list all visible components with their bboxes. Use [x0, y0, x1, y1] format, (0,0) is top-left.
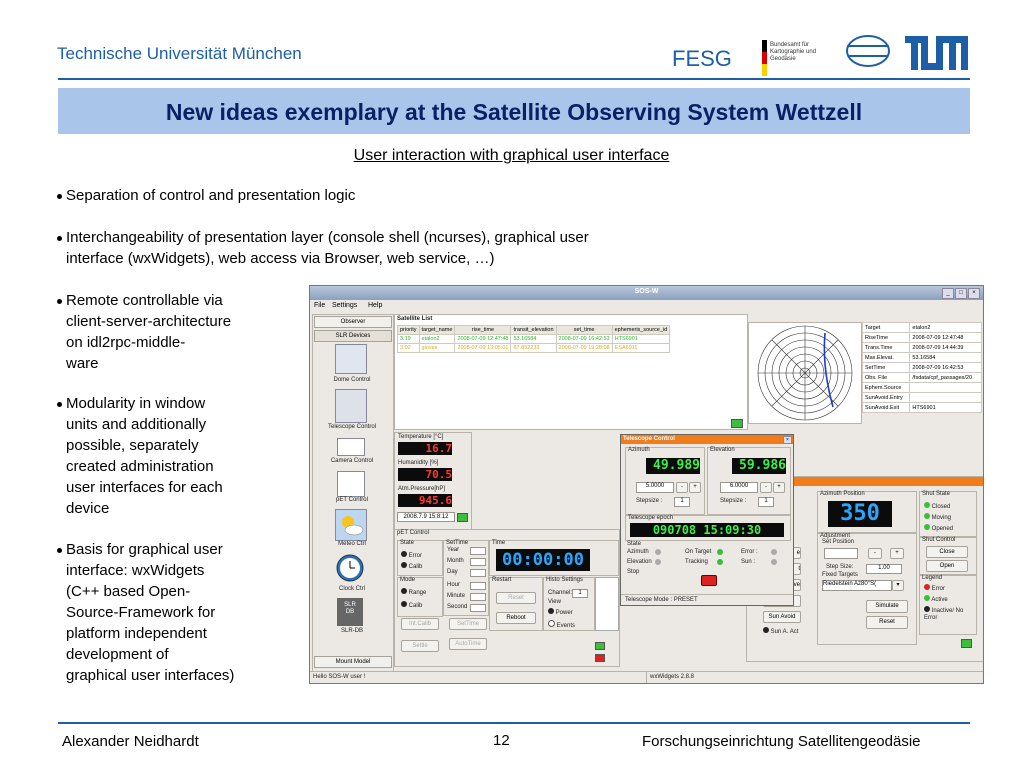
menu-help[interactable]: Help [368, 302, 383, 309]
cell: etalon2 [419, 335, 455, 344]
view-power[interactable] [548, 608, 573, 616]
table-row[interactable] [398, 344, 670, 353]
col-transit-elevation[interactable]: transit_elevation [511, 326, 556, 335]
bullet-1-line-1: Separation of control and presentation logic [66, 187, 356, 204]
legend-active [924, 595, 948, 603]
menubar [310, 300, 983, 312]
settime-label: SetTime [446, 540, 469, 546]
pet-mode-label: Mode [400, 577, 416, 583]
bullet-2 [66, 227, 589, 269]
state-error: Error : [741, 549, 758, 555]
shut-opened-text: Opened [931, 526, 954, 532]
table-header-row [398, 326, 670, 335]
azimuth-position-label: Azimuth Position [820, 491, 865, 497]
bullet-4-line-4: created administration [66, 458, 214, 475]
bullet-5-line-1: Basis for graphical user [66, 541, 223, 558]
histo-settings-label: Histo Settings [546, 577, 584, 583]
led-icon [924, 606, 930, 612]
year-field[interactable] [470, 547, 486, 555]
pet-mode-calib-text: Calib [408, 603, 423, 609]
footer-institution: Forschungseinrichtung Satellitengeodäsie [642, 733, 921, 750]
pet-icon[interactable] [337, 471, 365, 497]
stop-button[interactable] [701, 575, 717, 586]
view-events[interactable] [548, 620, 575, 629]
meteo-time-field: 2008.7.9 15:8:12 [397, 512, 455, 522]
error-led-icon [595, 654, 605, 662]
state-on-target: On Target [685, 549, 712, 555]
elevation-minus-button[interactable]: - [760, 482, 772, 493]
col-target-name[interactable]: target_name [419, 326, 455, 335]
page-number: 12 [493, 732, 510, 749]
col-priority[interactable]: priority [398, 326, 420, 335]
settle-button[interactable]: Settle [401, 640, 439, 652]
globe-logo-icon [845, 34, 891, 68]
settime-minute: Minute [447, 593, 466, 599]
bullet-5 [66, 539, 234, 686]
shut-closed-text: Closed [931, 504, 951, 510]
bullet-2-line-1: Interchangeability of presentation layer (console shell (ncurses), graphical user [66, 229, 589, 246]
radio-icon [401, 588, 407, 594]
bullet-5-line-5: platform independent [66, 625, 207, 642]
telescope-control-label[interactable]: Telescope Control [327, 424, 377, 430]
channel-label: Channel: [548, 590, 573, 596]
bullet-4-line-6: device [66, 500, 110, 517]
info-value: etalon2 [910, 323, 982, 333]
info-value [910, 383, 982, 393]
info-key: Target [863, 323, 910, 333]
shut-state-moving [924, 513, 951, 521]
bullet-5-line-3: (C++ based Open- [66, 583, 191, 600]
restart-label: Restart [492, 577, 512, 583]
info-key: SetTime [863, 363, 910, 373]
bullet-3 [66, 290, 231, 374]
time-group [489, 540, 619, 576]
adjustment-group [817, 533, 917, 645]
slr-db-label[interactable]: SLR-DB [340, 628, 363, 634]
led-icon [924, 595, 930, 601]
info-value: /fsdata/cpf_passages/20 [910, 373, 982, 383]
dialog-close-icon[interactable]: × [783, 436, 792, 444]
cell: 2008-07-09 12:47:48 [455, 335, 511, 344]
state-sun: Sun : [741, 559, 756, 565]
tum-logo-icon [905, 36, 969, 70]
pet-state-calib-text: Calib [408, 564, 423, 570]
cell: 53.16584 [511, 335, 556, 344]
sun-avoid-active [763, 627, 798, 635]
led-icon [717, 549, 723, 555]
status-led-icon [595, 642, 605, 650]
info-row [863, 373, 982, 383]
satellite-list-title: Satellite List [397, 316, 433, 322]
chevron-down-icon[interactable]: ▾ [892, 580, 904, 591]
bullet-4 [66, 393, 223, 519]
view-events-text: Events [556, 623, 576, 629]
bullet-5-line-4: Source-Framework for [66, 604, 216, 621]
stop-label: Stop [627, 569, 640, 575]
info-row [863, 403, 982, 413]
view-power-text: Power [555, 610, 573, 616]
led-icon [771, 549, 777, 555]
az-stepsize-spinner[interactable]: 1 [674, 497, 690, 507]
radio-icon [401, 551, 407, 557]
azimuth-position-group [817, 491, 917, 533]
cell: ESA6911 [612, 344, 670, 353]
telescope-icon[interactable] [335, 389, 367, 423]
shut-control-group [919, 537, 977, 575]
led-icon [924, 524, 930, 530]
statusbar-left: Hello SOS-W user ! [313, 674, 366, 680]
meteo-ctrl-label[interactable]: Meteo Ctrl [338, 541, 366, 547]
set-position-field[interactable] [824, 548, 858, 559]
reset-button[interactable]: Reset [496, 592, 536, 604]
clock-ctrl-label[interactable]: Clock Ctrl [338, 586, 365, 592]
pet-mode-range-text: Range [408, 590, 427, 596]
window-titlebar[interactable] [310, 286, 983, 300]
restart-group [489, 577, 543, 631]
shut-control-label: Shut Control [922, 537, 956, 543]
bullet-5-line-2: interface: wxWidgets [66, 562, 205, 579]
bullet-2-line-2: interface (wxWidgets), web access via Browser, web service, …) [66, 250, 495, 267]
simulate-button[interactable]: Simulate [866, 600, 908, 613]
elevation-plus-button[interactable]: + [773, 482, 785, 493]
target-info-table [862, 322, 982, 413]
status-led-icon [731, 419, 743, 428]
state-azimuth: Azimuth [627, 549, 649, 555]
cell: 3.19 [398, 335, 420, 344]
info-key: Max.Elevat. [863, 353, 910, 363]
info-row [863, 383, 982, 393]
sun-avoid-active-text: Sun A. Act [770, 629, 799, 635]
legend-error [924, 584, 945, 592]
bkg-logo-text [770, 42, 842, 63]
bullet-4-line-2: units and additionally [66, 416, 207, 433]
settime-group [443, 540, 489, 616]
bkg-line2: Kartographie und Geodäsie [770, 49, 817, 62]
led-icon [717, 559, 723, 565]
cell: 3.02 [398, 344, 420, 353]
col-ephemeris-source[interactable]: ephemeris_source_id [612, 326, 670, 335]
temperature-label: Temperature [°C] [398, 434, 444, 440]
telescope-dialog-titlebar[interactable] [621, 435, 793, 444]
camera-icon[interactable] [337, 438, 365, 456]
info-key: SunAvoid.Exit [863, 403, 910, 413]
minimize-icon[interactable]: _ [942, 288, 954, 299]
led-icon [924, 584, 930, 590]
bullet-4-line-1: Modularity in window [66, 395, 206, 412]
azimuth-minus-button[interactable]: - [676, 482, 688, 493]
pet-mode-range[interactable] [401, 588, 426, 596]
subtitle-text: User interaction with graphical user interface [353, 147, 670, 164]
bullet-dot [57, 299, 62, 304]
pet-state-group [397, 540, 443, 576]
info-value: 53.16584 [910, 353, 982, 363]
bullet-4-line-5: user interfaces for each [66, 479, 223, 496]
humidity-display: 70.5 [398, 468, 452, 481]
adjustment-label: Adjustment [820, 533, 851, 539]
day-field[interactable] [470, 569, 486, 577]
camera-control-label[interactable]: Camera Control [330, 458, 374, 464]
slide-title: New ideas exemplary at the Satellite Observing System Wettzell [165, 99, 863, 125]
window-title: SOS-W [634, 288, 659, 295]
bullet-dot [57, 548, 62, 553]
settime-button[interactable]: SetTime [449, 618, 487, 630]
menu-settings[interactable]: Settings [332, 302, 358, 309]
cell: gioves [419, 344, 455, 353]
statusbar [310, 671, 983, 683]
slide-subtitle [0, 147, 1023, 165]
close-button[interactable]: Close [926, 546, 968, 558]
close-icon[interactable]: × [968, 288, 980, 299]
legend-inactive-text: Inactive/ No Error [924, 608, 964, 621]
info-row [863, 393, 982, 403]
elevation-label: Elevation [710, 447, 735, 453]
mount-reset-button[interactable]: Reset [866, 616, 908, 629]
set-position-label: Set Position [822, 539, 855, 545]
settime-second: Second [447, 604, 468, 610]
device-sidebar [312, 314, 394, 672]
telescope-control-dialog [620, 434, 794, 606]
german-flag-icon [762, 40, 767, 76]
target-info-panel [862, 322, 982, 422]
col-rise-time[interactable]: rise_time [455, 326, 511, 335]
elevation-display: 59.986 [732, 458, 786, 474]
el-stepsize-spinner[interactable]: 1 [758, 497, 774, 507]
cell: 2008-07-09 13:05:01 [455, 344, 511, 353]
bullet-dot [57, 402, 62, 407]
pet-state-error [401, 551, 422, 559]
pet-control-panel [394, 529, 620, 667]
azimuth-plus-button[interactable]: + [689, 482, 701, 493]
info-key: Obs. File [863, 373, 910, 383]
led-icon [924, 513, 930, 519]
azimuth-group [625, 447, 705, 515]
telescope-epoch-label: Telescope epoch [628, 515, 674, 521]
header-divider [58, 78, 970, 80]
telescope-state-label: State [627, 541, 642, 547]
az-stepsize-label: Stepsize : [636, 498, 663, 504]
time-label: Time [492, 540, 506, 546]
legend-inactive [924, 606, 974, 622]
bullet-3-line-2: client-server-architecture [66, 313, 232, 330]
step-size-label: Step Size: [826, 564, 854, 570]
slr-db-icon[interactable]: SLR DB [337, 598, 363, 626]
elevation-group [707, 447, 791, 515]
legend-error-text: Error [931, 586, 946, 592]
clock-icon[interactable] [335, 553, 365, 583]
meteo-panel [394, 432, 472, 530]
pet-state-calib [401, 562, 422, 570]
col-set-time[interactable]: set_time [556, 326, 612, 335]
int-calib-button[interactable]: Int.Calib [401, 618, 439, 630]
pet-time-display: 00:00:00 [496, 549, 590, 571]
bullet-4-line-3: possible, separately [66, 437, 199, 454]
azimuth-display: 49.989 [646, 458, 700, 474]
statusbar-right: wxWidgets 2.8.8 [650, 674, 695, 680]
dome-btn-t[interactable]: t [763, 563, 801, 575]
info-row [863, 323, 982, 333]
azimuth-label: Azimuth [628, 447, 650, 453]
fesg-logo: FESG [672, 46, 732, 71]
info-row [863, 333, 982, 343]
humidity-label: Humanidity [%] [398, 460, 439, 466]
pet-mode-calib[interactable] [401, 601, 422, 609]
observer-button[interactable]: Observer [314, 316, 392, 328]
legend-active-text: Active [931, 597, 948, 603]
view-label: View [548, 599, 561, 605]
status-led-icon [961, 639, 972, 648]
settime-hour: Hour [447, 582, 461, 588]
bullet-1 [66, 185, 355, 206]
satellite-list-panel [394, 314, 748, 430]
pet-state-error-text: Error [408, 553, 423, 559]
pet-state-label: State [400, 540, 415, 546]
menu-file[interactable]: File [314, 302, 326, 309]
open-button[interactable]: Open [926, 560, 968, 572]
legend-label: Legend [922, 575, 943, 581]
hour-field[interactable] [470, 582, 486, 590]
second-field[interactable] [470, 604, 486, 612]
fixed-targets-label: Fixed Targets [822, 572, 858, 578]
settime-year: Year [447, 547, 460, 553]
cell: 2008-07-09 16:42:53 [556, 335, 612, 344]
shut-state-opened [924, 524, 953, 532]
info-row [863, 343, 982, 353]
bullet-dot [57, 194, 62, 199]
info-key: RiseTime [863, 333, 910, 343]
sos-w-window [309, 285, 984, 684]
status-led-icon [457, 513, 468, 522]
meteo-icon[interactable] [335, 509, 367, 541]
increment-button[interactable]: + [890, 548, 904, 559]
led-icon [924, 502, 930, 508]
dome-icon[interactable] [335, 344, 367, 374]
satellite-table [397, 325, 670, 353]
led-icon [655, 549, 661, 555]
channel-spinner[interactable]: 1 [572, 589, 588, 598]
autotime-button[interactable]: AutoTime [449, 638, 487, 650]
step-size-field[interactable]: 1.00 [866, 564, 902, 574]
telescope-status-bar: Telescope Mode : PRESET [621, 594, 793, 604]
bullet-5-line-7: graphical user interfaces) [66, 667, 235, 684]
info-value: 2008-07-09 12:47:48 [910, 333, 982, 343]
telescope-epoch-group [625, 515, 791, 541]
info-value [910, 393, 982, 403]
bullet-5-line-6: development of [66, 646, 169, 663]
cell: HTS6901 [612, 335, 670, 344]
dome-control-label[interactable]: Dome Control [333, 377, 371, 383]
radio-icon [763, 627, 769, 633]
info-value: 2008-07-09 14:44:39 [910, 343, 982, 353]
skyplot-icon [749, 323, 861, 423]
telescope-epoch-display: 090708 15:09:30 [630, 523, 784, 537]
info-key: SunAvoid.Entry [863, 393, 910, 403]
radio-icon [401, 562, 407, 568]
bullet-dot [57, 236, 62, 241]
skyplot-panel [748, 322, 862, 424]
bkg-line1: Bundesamt für [770, 42, 810, 48]
pet-mode-group [397, 577, 443, 617]
info-row [863, 363, 982, 373]
bullet-3-line-1: Remote controllable via [66, 292, 223, 309]
cell: 67.852233 [511, 344, 556, 353]
minute-field[interactable] [470, 593, 486, 601]
led-icon [655, 559, 661, 565]
settime-day: Day [447, 569, 458, 575]
table-row[interactable] [398, 335, 670, 344]
el-stepsize-label: Stepsize : [720, 498, 747, 504]
histogram-plot [595, 577, 619, 631]
footer-author: Alexander Neidhardt [62, 733, 199, 750]
radio-icon [548, 620, 555, 627]
settime-month: Month [447, 558, 464, 564]
dome-btn-e[interactable]: e [763, 547, 801, 559]
cell: 2008-07-09 19:28:08 [556, 344, 612, 353]
slr-devices-header[interactable]: SLR Devices [314, 330, 392, 342]
pet-control-label[interactable]: pET Control [336, 497, 368, 503]
mount-model-button[interactable]: Mount Model [314, 656, 392, 668]
radio-icon [401, 601, 407, 607]
azimuth-step-field[interactable]: 5.0000 [636, 482, 674, 493]
dome-btn-ve[interactable]: ve [763, 579, 801, 591]
decrement-button[interactable]: - [868, 548, 882, 559]
led-icon [771, 559, 777, 565]
info-value: 2008-07-09 16:42:53 [910, 363, 982, 373]
reboot-button[interactable]: Reboot [496, 612, 536, 624]
bullet-3-line-4: ware [66, 355, 99, 372]
shut-state-closed [924, 502, 950, 510]
bullet-3-line-3: on idl2rpc-middle- [66, 334, 186, 351]
university-name: Technische Universität München [57, 44, 302, 63]
pet-title: pET Control [397, 530, 429, 536]
shut-state-label: Shut State [922, 491, 951, 497]
temperature-display: 16.7 [398, 442, 452, 455]
fixed-targets-select[interactable]: Riedelstein Az80°S( [822, 580, 892, 591]
footer-divider [58, 722, 970, 724]
telescope-dialog-title: Telescope Control [623, 436, 675, 442]
statusbar-divider [646, 672, 647, 683]
shut-state-group [919, 491, 977, 537]
month-field[interactable] [470, 558, 486, 566]
state-tracking: Tracking [685, 559, 708, 565]
info-row [863, 353, 982, 363]
radio-icon [548, 608, 554, 614]
azimuth-position-display: 350 [828, 501, 892, 527]
info-value: HTS6901 [910, 403, 982, 413]
elevation-step-field[interactable]: 6.0000 [720, 482, 758, 493]
histo-settings-group [543, 577, 595, 631]
shut-moving-text: Moving [931, 515, 952, 521]
pressure-display: 945.6 [398, 494, 452, 507]
state-elevation: Elevation [627, 559, 652, 565]
info-key: Ephem.Source [863, 383, 910, 393]
legend-group [919, 575, 977, 635]
maximize-icon[interactable]: □ [955, 288, 967, 299]
sun-avoid-button[interactable]: Sun Avoid [763, 611, 801, 623]
pressure-label: Atm.Pressure[hP] [398, 486, 446, 492]
info-key: Trans.Time [863, 343, 910, 353]
